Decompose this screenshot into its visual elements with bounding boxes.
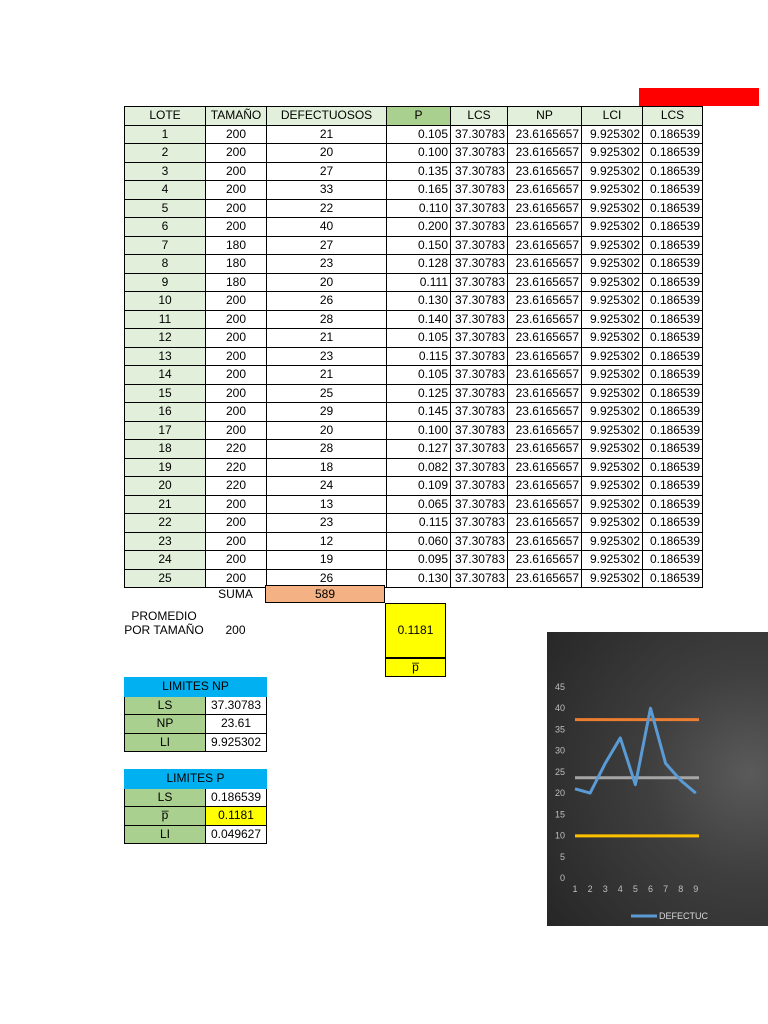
legend-label: DEFECTUC <box>659 911 708 921</box>
table-cell[interactable]: 200 <box>206 125 267 144</box>
table-cell[interactable]: 21 <box>267 329 387 348</box>
limits-value[interactable]: 37.30783 <box>206 696 267 715</box>
table-cell[interactable]: 9.925302 <box>582 199 643 218</box>
control-chart-svg <box>547 632 768 926</box>
table-cell[interactable]: 0.060 <box>387 532 451 551</box>
table-cell[interactable]: 0.140 <box>387 310 451 329</box>
header-cell[interactable]: LOTE <box>125 107 206 126</box>
x-tick-label: 8 <box>678 884 684 894</box>
table-cell[interactable]: 10 <box>125 292 206 311</box>
table-cell[interactable]: 37.30783 <box>451 329 508 348</box>
table-cell[interactable]: 0.186539 <box>643 125 703 144</box>
table-cell[interactable]: 200 <box>206 347 267 366</box>
table-cell[interactable]: 27 <box>267 162 387 181</box>
limits-row <box>125 825 267 844</box>
table-cell[interactable]: 200 <box>206 144 267 163</box>
table-cell[interactable]: 24 <box>125 551 206 570</box>
table-cell[interactable]: 23.6165657 <box>508 514 582 533</box>
table-cell[interactable]: 0.111 <box>387 273 451 292</box>
table-cell[interactable]: 9.925302 <box>582 477 643 496</box>
table-cell[interactable]: 0.100 <box>387 421 451 440</box>
table-cell[interactable]: 21 <box>125 495 206 514</box>
table-cell[interactable]: 23 <box>267 255 387 274</box>
table-cell[interactable]: 37.30783 <box>451 162 508 181</box>
limites-np-table <box>124 677 267 752</box>
table-cell[interactable]: 23.6165657 <box>508 255 582 274</box>
limits-title-row <box>125 678 267 697</box>
table-cell[interactable]: 37.30783 <box>451 384 508 403</box>
limits-row <box>125 696 267 715</box>
pbar-value-cell[interactable] <box>385 603 446 658</box>
table-cell[interactable]: 5 <box>125 199 206 218</box>
table-cell[interactable]: 0.186539 <box>643 255 703 274</box>
table-cell[interactable]: 0.186539 <box>643 532 703 551</box>
suma-label: SUMA <box>218 587 253 601</box>
table-cell[interactable]: 9.925302 <box>582 514 643 533</box>
table-cell[interactable]: 0.100 <box>387 144 451 163</box>
table-cell[interactable]: 0.186539 <box>643 403 703 422</box>
table-cell[interactable]: 200 <box>206 199 267 218</box>
table-cell[interactable]: 180 <box>206 255 267 274</box>
table-cell[interactable]: 0.186539 <box>643 144 703 163</box>
table-cell[interactable]: 0.186539 <box>643 310 703 329</box>
y-tick-label: 15 <box>554 809 565 820</box>
table-cell[interactable]: 0.186539 <box>643 199 703 218</box>
table-cell[interactable]: 0.065 <box>387 495 451 514</box>
table-cell[interactable]: 9.925302 <box>582 347 643 366</box>
table-cell[interactable]: 18 <box>267 458 387 477</box>
table-row <box>125 421 703 440</box>
table-cell[interactable]: 37.30783 <box>451 236 508 255</box>
table-cell[interactable]: 23.6165657 <box>508 366 582 385</box>
red-highlight-bar <box>639 88 759 106</box>
y-tick-label: 40 <box>554 703 565 714</box>
table-cell[interactable]: 0.105 <box>387 329 451 348</box>
table-cell[interactable]: 9.925302 <box>582 236 643 255</box>
table-cell[interactable]: 180 <box>206 273 267 292</box>
table-cell[interactable]: 25 <box>125 569 206 588</box>
promedio-label: PROMEDIO POR TAMAÑO <box>124 609 204 637</box>
table-cell[interactable]: 0.135 <box>387 162 451 181</box>
table-cell[interactable]: 2 <box>125 144 206 163</box>
table-cell[interactable]: 0.186539 <box>643 366 703 385</box>
y-tick-label: 0 <box>559 873 565 883</box>
table-cell[interactable]: 0.186539 <box>643 458 703 477</box>
table-cell[interactable]: 200 <box>206 532 267 551</box>
table-cell[interactable]: 28 <box>267 310 387 329</box>
table-cell[interactable]: 0.186539 <box>643 273 703 292</box>
y-tick-label: 10 <box>554 830 565 841</box>
table-cell[interactable]: 37.30783 <box>451 218 508 237</box>
header-cell[interactable]: DEFECTUOSOS <box>267 107 387 126</box>
y-tick-label: 45 <box>554 682 565 692</box>
table-cell[interactable]: 37.30783 <box>451 366 508 385</box>
table-cell[interactable]: 29 <box>267 403 387 422</box>
table-cell[interactable]: 7 <box>125 236 206 255</box>
table-cell[interactable]: 9.925302 <box>582 495 643 514</box>
y-tick-label: 20 <box>554 788 565 799</box>
table-row <box>125 366 703 385</box>
table-cell[interactable]: 23.6165657 <box>508 532 582 551</box>
table-cell[interactable]: 37.30783 <box>451 347 508 366</box>
table-cell[interactable]: 18 <box>125 440 206 459</box>
table-cell[interactable]: 9.925302 <box>582 218 643 237</box>
limits-label[interactable]: LI <box>125 825 206 844</box>
table-row <box>125 495 703 514</box>
table-row <box>125 236 703 255</box>
table-cell[interactable]: 37.30783 <box>451 199 508 218</box>
table-cell[interactable]: 37.30783 <box>451 532 508 551</box>
table-cell[interactable]: 6 <box>125 218 206 237</box>
table-cell[interactable]: 200 <box>206 310 267 329</box>
table-cell[interactable]: 37.30783 <box>451 551 508 570</box>
table-cell[interactable]: 0.186539 <box>643 551 703 570</box>
table-row <box>125 199 703 218</box>
table-row <box>125 125 703 144</box>
table-cell[interactable]: 40 <box>267 218 387 237</box>
table-cell[interactable]: 0.186539 <box>643 236 703 255</box>
table-row <box>125 255 703 274</box>
header-cell[interactable]: LCS <box>451 107 508 126</box>
table-cell[interactable]: 180 <box>206 236 267 255</box>
limits-row <box>125 788 267 807</box>
table-cell[interactable]: 200 <box>206 403 267 422</box>
table-row <box>125 310 703 329</box>
table-cell[interactable]: 0.186539 <box>643 292 703 311</box>
table-cell[interactable]: 200 <box>206 495 267 514</box>
table-cell[interactable]: 37.30783 <box>451 144 508 163</box>
table-cell[interactable]: 23.6165657 <box>508 440 582 459</box>
table-cell[interactable]: 13 <box>267 495 387 514</box>
x-tick-label: 2 <box>587 884 593 894</box>
table-row <box>125 144 703 163</box>
limits-label[interactable]: NP <box>125 715 206 734</box>
table-cell[interactable]: 200 <box>206 218 267 237</box>
table-cell[interactable]: 0.095 <box>387 551 451 570</box>
table-cell[interactable]: 11 <box>125 310 206 329</box>
limits-value[interactable]: 23.61 <box>206 715 267 734</box>
table-cell[interactable]: 37.30783 <box>451 403 508 422</box>
table-cell[interactable]: 9.925302 <box>582 292 643 311</box>
y-tick-label: 30 <box>554 745 565 756</box>
table-cell[interactable]: 9.925302 <box>582 255 643 274</box>
table-row <box>125 384 703 403</box>
table-row <box>125 458 703 477</box>
header-cell[interactable]: TAMAÑO <box>206 107 267 126</box>
x-tick-label: 4 <box>617 884 623 894</box>
table-cell[interactable]: 37.30783 <box>451 569 508 588</box>
table-cell[interactable]: 21 <box>267 125 387 144</box>
table-cell[interactable]: 200 <box>206 329 267 348</box>
table-cell[interactable]: 0.186539 <box>643 569 703 588</box>
table-cell[interactable]: 200 <box>206 421 267 440</box>
limits-label[interactable]: LS <box>125 788 206 807</box>
table-cell[interactable]: 0.115 <box>387 514 451 533</box>
pbar-symbol-cell[interactable] <box>385 658 446 677</box>
table-cell[interactable]: 0.150 <box>387 236 451 255</box>
table-cell[interactable]: 23.6165657 <box>508 273 582 292</box>
table-row <box>125 347 703 366</box>
table-cell[interactable]: 23.6165657 <box>508 199 582 218</box>
table-row <box>125 162 703 181</box>
x-tick-label: 7 <box>663 884 669 894</box>
table-cell[interactable]: 14 <box>125 366 206 385</box>
suma-value-cell[interactable] <box>265 585 385 603</box>
header-cell[interactable]: P <box>387 107 451 126</box>
table-cell[interactable]: 0.130 <box>387 292 451 311</box>
table-cell[interactable]: 0.186539 <box>643 181 703 200</box>
table-cell[interactable]: 0.186539 <box>643 421 703 440</box>
table-row <box>125 292 703 311</box>
table-cell[interactable]: 37.30783 <box>451 458 508 477</box>
y-tick-label: 25 <box>554 766 565 777</box>
table-cell[interactable]: 27 <box>267 236 387 255</box>
table-row <box>125 181 703 200</box>
table-cell[interactable]: 23.6165657 <box>508 477 582 496</box>
table-cell[interactable]: 0.186539 <box>643 477 703 496</box>
table-cell[interactable]: 26 <box>267 569 387 588</box>
table-cell[interactable]: 37.30783 <box>451 255 508 274</box>
pbar-value: 0.1181 <box>397 623 434 637</box>
table-cell[interactable]: 200 <box>206 384 267 403</box>
table-cell[interactable]: 23.6165657 <box>508 236 582 255</box>
table-cell[interactable]: 37.30783 <box>451 495 508 514</box>
table-cell[interactable]: 0.165 <box>387 181 451 200</box>
table-cell[interactable]: 200 <box>206 162 267 181</box>
table-cell[interactable]: 37.30783 <box>451 440 508 459</box>
limits-label[interactable]: p̅ <box>125 807 206 826</box>
table-cell[interactable]: 0.110 <box>387 199 451 218</box>
table-cell[interactable]: 20 <box>267 273 387 292</box>
table-cell[interactable]: 0.105 <box>387 125 451 144</box>
table-row <box>125 477 703 496</box>
table-cell[interactable]: 0.186539 <box>643 162 703 181</box>
table-cell[interactable]: 0.186539 <box>643 384 703 403</box>
limits-title[interactable]: LIMITES NP <box>125 678 267 697</box>
table-cell[interactable]: 19 <box>125 458 206 477</box>
table-cell[interactable]: 37.30783 <box>451 514 508 533</box>
table-cell[interactable]: 200 <box>206 514 267 533</box>
table-cell[interactable]: 22 <box>267 199 387 218</box>
table-cell[interactable]: 9.925302 <box>582 144 643 163</box>
table-cell[interactable]: 33 <box>267 181 387 200</box>
table-cell[interactable]: 8 <box>125 255 206 274</box>
x-tick-label: 3 <box>602 884 608 894</box>
suma-value: 589 <box>314 587 336 601</box>
table-row <box>125 569 703 588</box>
table-cell[interactable]: 9.925302 <box>582 532 643 551</box>
table-cell[interactable]: 9.925302 <box>582 181 643 200</box>
table-cell[interactable]: 23.6165657 <box>508 181 582 200</box>
table-cell[interactable]: 37.30783 <box>451 273 508 292</box>
table-row <box>125 514 703 533</box>
x-tick-label: 9 <box>693 884 699 894</box>
table-cell[interactable]: 1 <box>125 125 206 144</box>
limits-value[interactable]: 0.186539 <box>206 788 267 807</box>
table-cell[interactable]: 0.186539 <box>643 329 703 348</box>
y-tick-label: 5 <box>559 851 565 862</box>
table-cell[interactable]: 16 <box>125 403 206 422</box>
table-cell[interactable]: 12 <box>125 329 206 348</box>
table-cell[interactable]: 9.925302 <box>582 440 643 459</box>
table-cell[interactable]: 9.925302 <box>582 329 643 348</box>
table-cell[interactable]: 23.6165657 <box>508 162 582 181</box>
limits-value[interactable]: 0.049627 <box>206 825 267 844</box>
table-cell[interactable]: 13 <box>125 347 206 366</box>
table-cell[interactable]: 23.6165657 <box>508 569 582 588</box>
table-cell[interactable]: 220 <box>206 477 267 496</box>
limits-label[interactable]: LI <box>125 733 206 752</box>
table-cell[interactable]: 23.6165657 <box>508 144 582 163</box>
table-cell[interactable]: 9.925302 <box>582 366 643 385</box>
table-cell[interactable]: 0.186539 <box>643 218 703 237</box>
table-cell[interactable]: 23.6165657 <box>508 458 582 477</box>
limits-label[interactable]: LS <box>125 696 206 715</box>
table-cell[interactable]: 200 <box>206 292 267 311</box>
table-cell[interactable]: 20 <box>125 477 206 496</box>
table-cell[interactable]: 9.925302 <box>582 551 643 570</box>
table-row <box>125 440 703 459</box>
limits-title-row <box>125 770 267 789</box>
table-cell[interactable]: 0.125 <box>387 384 451 403</box>
header-cell[interactable]: NP <box>508 107 582 126</box>
table-cell[interactable]: 0.186539 <box>643 514 703 533</box>
x-tick-label: 6 <box>647 884 654 894</box>
table-cell[interactable]: 23.6165657 <box>508 384 582 403</box>
table-cell[interactable]: 4 <box>125 181 206 200</box>
table-cell[interactable]: 0.145 <box>387 403 451 422</box>
table-cell[interactable]: 37.30783 <box>451 181 508 200</box>
table-cell[interactable]: 19 <box>267 551 387 570</box>
table-cell[interactable]: 23.6165657 <box>508 495 582 514</box>
limits-row <box>125 715 267 734</box>
header-row <box>125 107 703 126</box>
table-cell[interactable]: 23.6165657 <box>508 292 582 311</box>
table-cell[interactable]: 23.6165657 <box>508 403 582 422</box>
x-tick-label: 1 <box>572 884 578 894</box>
data-table <box>124 106 703 588</box>
table-cell[interactable]: 0.200 <box>387 218 451 237</box>
table-cell[interactable]: 37.30783 <box>451 421 508 440</box>
pbar-symbol: p̅ <box>412 660 419 674</box>
limits-value[interactable]: 0.1181 <box>206 807 267 826</box>
table-cell[interactable]: 9.925302 <box>582 310 643 329</box>
table-cell[interactable]: 9.925302 <box>582 162 643 181</box>
table-row <box>125 403 703 422</box>
table-cell[interactable]: 23 <box>267 347 387 366</box>
table-cell[interactable]: 20 <box>267 144 387 163</box>
table-cell[interactable]: 23 <box>267 514 387 533</box>
table-cell[interactable]: 200 <box>206 366 267 385</box>
table-cell[interactable]: 200 <box>206 181 267 200</box>
table-cell[interactable]: 23.6165657 <box>508 310 582 329</box>
header-cell[interactable]: LCI <box>582 107 643 126</box>
table-cell[interactable]: 0.127 <box>387 440 451 459</box>
table-cell[interactable]: 37.30783 <box>451 477 508 496</box>
limits-row <box>125 807 267 826</box>
table-cell[interactable]: 23.6165657 <box>508 551 582 570</box>
table-row <box>125 273 703 292</box>
table-cell[interactable]: 0.186539 <box>643 347 703 366</box>
table-cell[interactable]: 9.925302 <box>582 384 643 403</box>
table-row <box>125 532 703 551</box>
table-cell[interactable]: 17 <box>125 421 206 440</box>
table-cell[interactable]: 28 <box>267 440 387 459</box>
limits-row <box>125 733 267 752</box>
table-cell[interactable]: 9.925302 <box>582 458 643 477</box>
table-cell[interactable]: 3 <box>125 162 206 181</box>
table-cell[interactable]: 220 <box>206 440 267 459</box>
table-cell[interactable]: 200 <box>206 551 267 570</box>
table-cell[interactable]: 0.115 <box>387 347 451 366</box>
table-cell[interactable]: 0.130 <box>387 569 451 588</box>
table-cell[interactable]: 9.925302 <box>582 273 643 292</box>
table-cell[interactable]: 0.186539 <box>643 495 703 514</box>
header-cell[interactable]: LCS <box>643 107 703 126</box>
x-tick-label: 5 <box>632 884 638 894</box>
table-cell[interactable]: 0.128 <box>387 255 451 274</box>
table-cell[interactable]: 0.082 <box>387 458 451 477</box>
table-cell[interactable]: 37.30783 <box>451 125 508 144</box>
table-cell[interactable]: 24 <box>267 477 387 496</box>
table-cell[interactable]: 9.925302 <box>582 421 643 440</box>
table-cell[interactable]: 23.6165657 <box>508 125 582 144</box>
table-cell[interactable]: 23.6165657 <box>508 421 582 440</box>
table-cell[interactable]: 220 <box>206 458 267 477</box>
table-cell[interactable]: 23.6165657 <box>508 329 582 348</box>
table-cell[interactable]: 9 <box>125 273 206 292</box>
table-cell[interactable]: 0.186539 <box>643 440 703 459</box>
table-cell[interactable]: 200 <box>206 569 267 588</box>
promedio-value[interactable]: 200 <box>225 623 246 637</box>
y-tick-label: 35 <box>554 724 565 735</box>
table-cell[interactable]: 22 <box>125 514 206 533</box>
table-row <box>125 551 703 570</box>
table-cell[interactable]: 0.105 <box>387 366 451 385</box>
table-cell[interactable]: 23.6165657 <box>508 218 582 237</box>
table-cell[interactable]: 20 <box>267 421 387 440</box>
control-chart[interactable] <box>547 632 768 926</box>
table-row <box>125 329 703 348</box>
table-cell[interactable]: 0.109 <box>387 477 451 496</box>
table-cell[interactable]: 9.925302 <box>582 569 643 588</box>
table-cell[interactable]: 23 <box>125 532 206 551</box>
limites-p-table <box>124 769 267 844</box>
table-row <box>125 218 703 237</box>
table-cell[interactable]: 15 <box>125 384 206 403</box>
table-cell[interactable]: 26 <box>267 292 387 311</box>
table-cell[interactable]: 23.6165657 <box>508 347 582 366</box>
table-cell[interactable]: 9.925302 <box>582 125 643 144</box>
limits-title[interactable]: LIMITES P <box>125 770 267 789</box>
table-cell[interactable]: 37.30783 <box>451 310 508 329</box>
limits-value[interactable]: 9.925302 <box>206 733 267 752</box>
table-cell[interactable]: 9.925302 <box>582 403 643 422</box>
table-cell[interactable]: 21 <box>267 366 387 385</box>
table-cell[interactable]: 25 <box>267 384 387 403</box>
table-cell[interactable]: 12 <box>267 532 387 551</box>
table-cell[interactable]: 37.30783 <box>451 292 508 311</box>
